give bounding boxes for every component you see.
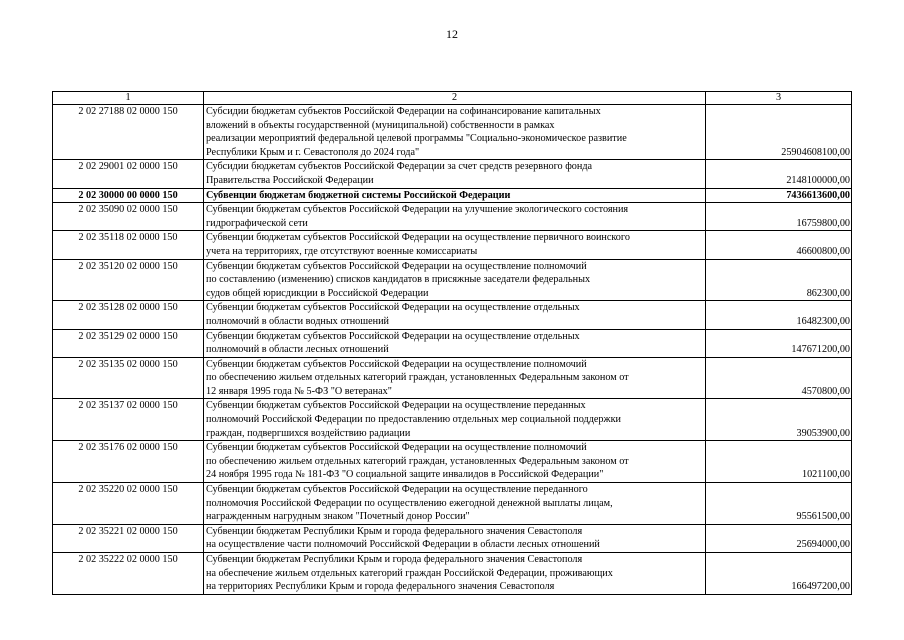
budget-code-cell: 2 02 30000 00 0000 150 xyxy=(53,188,204,203)
amount-cell: 862300,00 xyxy=(706,259,852,301)
amount-cell: 95561500,00 xyxy=(706,483,852,525)
description-cell xyxy=(204,524,706,552)
amount-cell: 166497200,00 xyxy=(706,553,852,595)
amount-cell: 16482300,00 xyxy=(706,301,852,329)
description-line: полномочий Российской Федерации по предоставлению отдельных мер социальной поддержки xyxy=(206,414,621,426)
amount-cell: 147671200,00 xyxy=(706,329,852,357)
amount-cell: 1021100,00 xyxy=(706,441,852,483)
description-line: судов общей юрисдикции в Российской Федерации xyxy=(206,287,429,299)
table-row xyxy=(53,231,852,259)
budget-code-cell: 2 02 35221 02 0000 150 xyxy=(53,524,204,552)
description-line: Субвенции бюджетам бюджетной системы Российской Федерации xyxy=(206,189,511,201)
description-cell xyxy=(204,203,706,231)
header-col-3: 3 xyxy=(706,92,852,105)
amount-cell: 25904608100,00 xyxy=(706,105,852,160)
description-line: по составлению (изменению) списков кандидатов в присяжные заседатели федеральных xyxy=(206,274,591,286)
table-row xyxy=(53,483,852,525)
description-line: полномочий в области водных отношений xyxy=(206,315,389,327)
description-line: на обеспечение жильем отдельных категорий граждан Российской Федерации, проживающих xyxy=(206,567,613,579)
table-row xyxy=(53,203,852,231)
table-row xyxy=(53,553,852,595)
description-line: Субвенции бюджетам субъектов Российской Федерации на осуществление отдельных xyxy=(206,330,580,342)
description-line: полномочий в области лесных отношений xyxy=(206,344,389,356)
description-cell xyxy=(204,105,706,160)
description-line: Субвенции бюджетам субъектов Российской Федерации на осуществление отдельных xyxy=(206,302,580,314)
table-row xyxy=(53,399,852,441)
description-line: Субсидии бюджетам субъектов Российской Федерации на софинансирование капитальных xyxy=(206,106,601,117)
table-row xyxy=(53,357,852,399)
table-row xyxy=(53,301,852,329)
description-line: Республики Крым и г. Севастополя до 2024 года" xyxy=(206,146,420,158)
description-line: реализации мероприятий федеральной целевой программы "Социально-экономическое развитие xyxy=(206,133,627,145)
description-cell xyxy=(204,483,706,525)
description-line: Субвенции бюджетам Республики Крым и города федерального значения Севастополя xyxy=(206,554,583,565)
description-line: граждан, подвергшихся воздействию радиации xyxy=(206,427,411,439)
amount-cell: 25694000,00 xyxy=(706,524,852,552)
budget-code-cell: 2 02 35135 02 0000 150 xyxy=(53,357,204,399)
description-line: вложений в объекты государственной (муниципальной) собственности в рамках xyxy=(206,119,555,131)
header-col-1: 1 xyxy=(53,92,204,105)
amount-cell: 7436613600,00 xyxy=(706,188,852,203)
table-row xyxy=(53,329,852,357)
table-row xyxy=(53,105,852,160)
description-line: на осуществление части полномочий Российской Федерации в области лесных отношений xyxy=(206,539,600,551)
description-line: награжденным нагрудным знаком "Почетный донор России" xyxy=(206,511,470,523)
description-cell xyxy=(204,160,706,188)
table-row xyxy=(53,160,852,188)
description-cell xyxy=(204,553,706,595)
description-line: Субвенции бюджетам субъектов Российской Федерации на осуществление переданных xyxy=(206,400,586,412)
budget-code-cell: 2 02 35128 02 0000 150 xyxy=(53,301,204,329)
amount-cell: 16759800,00 xyxy=(706,203,852,231)
table-row xyxy=(53,524,852,552)
budget-code-cell: 2 02 27188 02 0000 150 xyxy=(53,105,204,160)
description-line: Субвенции бюджетам субъектов Российской Федерации на улучшение экологического состояния xyxy=(206,204,629,216)
description-line: 24 ноября 1995 года № 181-ФЗ "О социальной защите инвалидов в Российской Федерации" xyxy=(206,469,604,481)
description-line: Субвенции бюджетам Республики Крым и города федерального значения Севастополя xyxy=(206,525,583,537)
budget-code-cell: 2 02 35220 02 0000 150 xyxy=(53,483,204,525)
amount-cell: 46600800,00 xyxy=(706,231,852,259)
description-cell xyxy=(204,441,706,483)
description-line: Субвенции бюджетам субъектов Российской Федерации на осуществление полномочий xyxy=(206,358,587,370)
description-line: полномочия Российской Федерации по осуществлению ежегодной денежной выплаты лицам, xyxy=(206,497,613,509)
description-cell xyxy=(204,399,706,441)
budget-code-cell: 2 02 35222 02 0000 150 xyxy=(53,553,204,595)
header-col-2: 2 xyxy=(204,92,706,105)
table-header-row xyxy=(53,92,852,105)
amount-cell: 4570800,00 xyxy=(706,357,852,399)
table-row xyxy=(53,188,852,203)
description-cell xyxy=(204,231,706,259)
description-cell xyxy=(204,357,706,399)
description-line: по обеспечению жильем отдельных категорий граждан, установленных Федеральным законом от xyxy=(206,455,629,467)
budget-code-cell: 2 02 35120 02 0000 150 xyxy=(53,259,204,301)
description-line: гидрографической сети xyxy=(206,217,308,229)
amount-cell: 39053900,00 xyxy=(706,399,852,441)
budget-code-cell: 2 02 35176 02 0000 150 xyxy=(53,441,204,483)
description-line: 12 января 1995 года № 5-ФЗ "О ветеранах" xyxy=(206,385,392,397)
description-line: Субвенции бюджетам субъектов Российской Федерации на осуществление переданного xyxy=(206,484,588,496)
budget-code-cell: 2 02 29001 02 0000 150 xyxy=(53,160,204,188)
description-line: на территориях Республики Крым и города федерального значения Севастополя xyxy=(206,581,555,593)
budget-table xyxy=(52,91,852,595)
budget-code-cell: 2 02 35090 02 0000 150 xyxy=(53,203,204,231)
description-line: Субвенции бюджетам субъектов Российской Федерации на осуществление первичного воинского xyxy=(206,232,630,244)
description-cell xyxy=(204,188,706,203)
description-line: учета на территориях, где отсутствуют военные комиссариаты xyxy=(206,245,478,257)
table-row xyxy=(53,441,852,483)
description-cell xyxy=(204,259,706,301)
budget-code-cell: 2 02 35118 02 0000 150 xyxy=(53,231,204,259)
description-line: Субвенции бюджетам субъектов Российской Федерации на осуществление полномочий xyxy=(206,260,587,272)
table-row xyxy=(53,259,852,301)
description-line: Правительства Российской Федерации xyxy=(206,174,374,186)
description-cell xyxy=(204,301,706,329)
amount-cell: 2148100000,00 xyxy=(706,160,852,188)
description-line: по обеспечению жильем отдельных категорий граждан, установленных Федеральным законом от xyxy=(206,372,629,384)
description-line: Субсидии бюджетам субъектов Российской Федерации за счет средств резервного фонда xyxy=(206,161,593,173)
budget-code-cell: 2 02 35129 02 0000 150 xyxy=(53,329,204,357)
page-number: 12 xyxy=(446,27,458,41)
description-cell xyxy=(204,329,706,357)
budget-code-cell: 2 02 35137 02 0000 150 xyxy=(53,399,204,441)
description-line: Субвенции бюджетам субъектов Российской Федерации на осуществление полномочий xyxy=(206,442,587,454)
